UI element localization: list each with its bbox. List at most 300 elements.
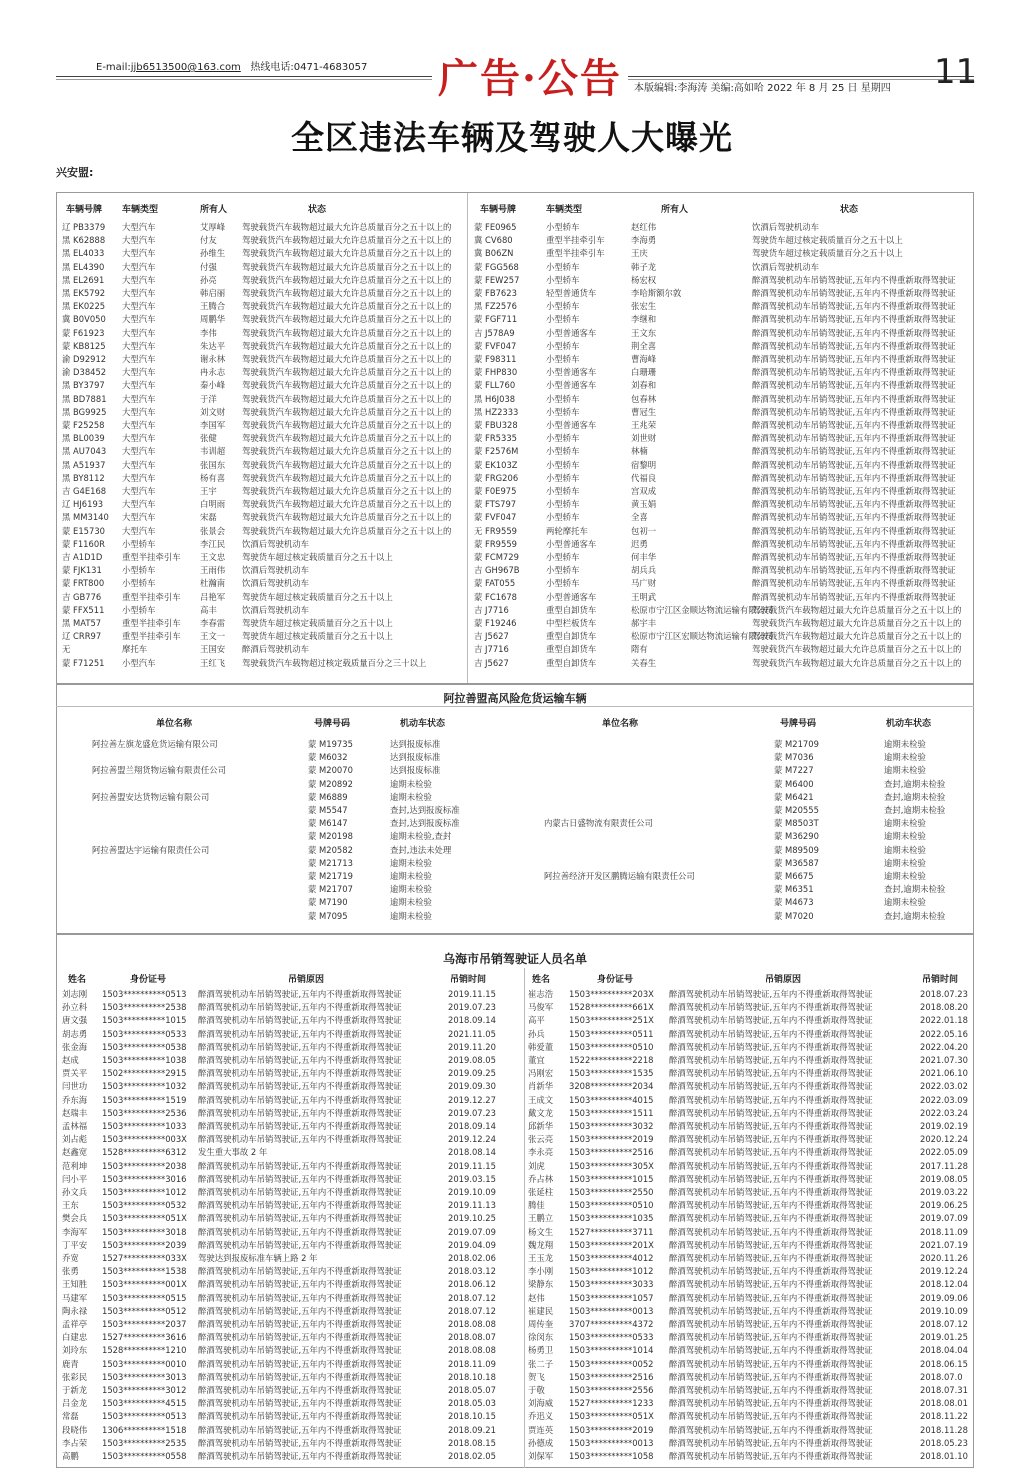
xam-right-cell: 醉酒驾驶机动车吊销驾驶证,五年内不得重新取得驾驶证 bbox=[752, 512, 956, 523]
xam-right-cell: 小型普通客车 bbox=[546, 420, 597, 430]
als-right-cell: 蒙 M7036 bbox=[774, 752, 814, 763]
xam-left-cell: 驾驶载货汽车载物超过最大允许总质量百分之五十以上的 bbox=[242, 261, 452, 272]
xam-right-cell: 醉酒驾驶机动车吊销驾驶证,五年内不得重新取得驾驶证 bbox=[752, 525, 956, 536]
xam-left-cell: 黑 EK0225 bbox=[62, 301, 106, 312]
wuhai-right-cell: 孙德成 bbox=[528, 1437, 554, 1448]
als-left-cell: 查封,达到报废标准 bbox=[390, 818, 460, 829]
wuhai-right-cell: 2019.02.19 bbox=[920, 1121, 968, 1131]
xam-left-cell: 于洋 bbox=[200, 393, 217, 404]
xam-left-cell: 重型半挂牵引车 bbox=[122, 591, 181, 602]
xam-right-cell: 荆全喜 bbox=[631, 340, 657, 351]
wuhai-left-cell: 闫小平 bbox=[62, 1173, 88, 1184]
xam-right-cell: 醉酒驾驶机动车吊销驾驶证,五年内不得重新取得驾驶证 bbox=[752, 327, 956, 338]
xam-right-cell: 黄玉娟 bbox=[631, 499, 657, 510]
xam-left-cell: 驾驶载货汽车载物超过最大允许总质量百分之五十以上的 bbox=[242, 433, 452, 444]
als-left-cell: 达到报废标准 bbox=[390, 765, 441, 776]
wuhai-left-cell: 醉酒驾驶机动车吊销驾驶证,五年内不得重新取得驾驶证 bbox=[198, 1121, 402, 1131]
xam-left-cell: 大型汽车 bbox=[122, 222, 156, 232]
xam-left-cell: 重型半挂牵引车 bbox=[122, 552, 181, 562]
hotline: 热线电话:0471-4683057 bbox=[250, 62, 368, 73]
wuhai-right-cell: 1503**********1015 bbox=[569, 1173, 654, 1184]
als-right-cell: 蒙 M7227 bbox=[774, 765, 814, 776]
als-title-rule bbox=[56, 706, 974, 707]
xam-right-cell: 重型自卸货车 bbox=[546, 644, 597, 655]
wuhai-right-cell: 醉酒驾驶机动车吊销驾驶证,五年内不得重新取得驾驶证 bbox=[669, 1398, 873, 1409]
wuhai-right-cell: 董宜 bbox=[528, 1055, 545, 1065]
xam-left-cell: 驾驶载货汽车载物超过最大允许总质量百分之五十以上的 bbox=[242, 459, 452, 470]
xam-left-cell: 大型汽车 bbox=[122, 525, 156, 536]
wuhai-title: 乌海市吊销驾驶证人员名单 bbox=[442, 952, 587, 966]
wuhai-right-cell: 1503**********1012 bbox=[569, 1266, 654, 1277]
wuhai-right-cell: 2019.12.24 bbox=[920, 1266, 968, 1277]
wuhai-right-cell: 1503**********0510 bbox=[569, 1200, 654, 1211]
als-right-cell: 蒙 M8503T bbox=[774, 818, 819, 829]
wuhai-left-cell: 1503**********2037 bbox=[102, 1319, 187, 1329]
xam-right-cell: 小型轿车 bbox=[546, 565, 580, 576]
wuhai-right-cell: 醉酒驾驶机动车吊销驾驶证,五年内不得重新取得驾驶证 bbox=[669, 1424, 873, 1435]
xam-left-cell: 小型轿车 bbox=[122, 538, 156, 549]
wuhai-left-cell: 白建忠 bbox=[62, 1332, 88, 1343]
wuhai-right-cell: 1503**********0533 bbox=[569, 1332, 654, 1343]
xam-left-cell: 小型轿车 bbox=[122, 565, 156, 576]
wuhai-right-cell: 醉酒驾驶机动车吊销驾驶证,五年内不得重新取得驾驶证 bbox=[669, 1451, 873, 1461]
als-left-cell: 达到报废标准 bbox=[390, 739, 441, 749]
xam-right-cell: 小型轿车 bbox=[546, 459, 580, 470]
xam-left-cell: 李江民 bbox=[200, 538, 226, 549]
xam-right-cell: 驾驶载货汽车载物超过最大允许总质量百分之五十以上的 bbox=[752, 644, 962, 655]
wuhai-left-cell: 2019.11.20 bbox=[448, 1041, 496, 1052]
wuhai-left-cell: 醉酒驾驶机动车吊销驾驶证,五年内不得重新取得驾驶证 bbox=[198, 1332, 402, 1343]
wuhai-right-cell: 醉酒驾驶机动车吊销驾驶证,五年内不得重新取得驾驶证 bbox=[669, 1305, 873, 1316]
xam-left-cell: 大型汽车 bbox=[122, 314, 156, 325]
wuhai-left-cell: 1503**********001X bbox=[102, 1279, 187, 1290]
als-right-cell: 逾期未检验 bbox=[884, 818, 926, 829]
wuhai-left-cell: 2018.10.15 bbox=[448, 1411, 496, 1422]
xam-left-cell: 王红飞 bbox=[200, 657, 226, 668]
xam-right-cell: 醉酒驾驶机动车吊销驾驶证,五年内不得重新取得驾驶证 bbox=[752, 565, 956, 576]
wuhai-left-cell: 醉酒驾驶机动车吊销驾驶证,五年内不得重新取得驾驶证 bbox=[198, 1239, 402, 1250]
xam-left-cell: 黑 BY3797 bbox=[62, 380, 105, 391]
wuhai-right-cell: 醉酒驾驶机动车吊销驾驶证,五年内不得重新取得驾驶证 bbox=[669, 1226, 873, 1237]
wuhai-left-cell: 常磊 bbox=[62, 1411, 79, 1422]
xam-right-cell: 驾驶货车超过核定载质量百分之五十以上 bbox=[752, 235, 903, 246]
wuhai-left-cell: 醉酒驾驶机动车吊销驾驶证,五年内不得重新取得驾驶证 bbox=[198, 1081, 402, 1092]
xam-right-cell: 蒙 FB7623 bbox=[474, 288, 517, 298]
wuhai-right-cell: 醉酒驾驶机动车吊销驾驶证,五年内不得重新取得驾驶证 bbox=[669, 1266, 873, 1277]
wuhai-right-cell: 1503**********2516 bbox=[569, 1371, 654, 1382]
xam-right-cell: 何丰华 bbox=[631, 552, 657, 562]
xam-left-cell: 驾驶载货汽车载物超过最大允许总质量百分之五十以上的 bbox=[242, 393, 452, 404]
wuhai-right-cell: 乔迅义 bbox=[528, 1411, 554, 1422]
wuhai-right-cell: 马俊军 bbox=[528, 1002, 554, 1013]
xam-right-cell: 赵红伟 bbox=[631, 222, 657, 232]
wuhai-right-cell: 2019.03.22 bbox=[920, 1187, 968, 1197]
wuhai-right-cell: 贺飞 bbox=[528, 1371, 545, 1382]
wuhai-left-cell: 1503**********2535 bbox=[102, 1437, 187, 1448]
wuhai-left-cell: 醉酒驾驶机动车吊销驾驶证,五年内不得重新取得驾驶证 bbox=[198, 1173, 402, 1184]
xam-right-cell: 驾驶载货汽车载物超过最大允许总质量百分之五十以上的 bbox=[752, 657, 962, 668]
xam-left-cell: 驾驶载货汽车载物超过最大允许总质量百分之五十以上的 bbox=[242, 367, 452, 378]
main-title: 全区违法车辆及驾驶人大曝光 bbox=[291, 118, 733, 157]
xam-left-cell: 王国安 bbox=[200, 644, 226, 655]
xam-right-cell: 蒙 FBU328 bbox=[474, 420, 518, 430]
wuhai-right-cell: 2021.06.10 bbox=[920, 1068, 968, 1079]
wuhai-left-cell: 醉酒驾驶机动车吊销驾驶证,五年内不得重新取得驾驶证 bbox=[198, 1226, 402, 1237]
wuhai-left-cell: 醉酒驾驶机动车吊销驾驶证,五年内不得重新取得驾驶证 bbox=[198, 1279, 402, 1290]
xam-left-cell: 大型汽车 bbox=[122, 301, 156, 312]
wuhai-left-cell: 孟林福 bbox=[62, 1121, 88, 1131]
xam-left-cell: 驾驶载货汽车载物超过最大允许总质量百分之五十以上的 bbox=[242, 525, 452, 536]
xam-left-header-0: 车辆号牌 bbox=[66, 205, 103, 215]
xam-right-cell: 蒙 FE0965 bbox=[474, 222, 517, 232]
xam-left-cell: 小型轿车 bbox=[122, 604, 156, 615]
xam-left-cell: 李伟 bbox=[200, 327, 217, 338]
xam-right-cell: 宿黎明 bbox=[631, 459, 657, 470]
xam-right-cell: 重型自卸货车 bbox=[546, 657, 597, 668]
wuhai-left-cell: 2018.08.08 bbox=[448, 1319, 496, 1329]
wuhai-right-cell: 2022.03.02 bbox=[920, 1081, 968, 1092]
wuhai-left-cell: 2019.09.30 bbox=[448, 1081, 496, 1092]
xam-right-cell: 蒙 FAT055 bbox=[474, 578, 516, 589]
wuhai-right-cell: 醉酒驾驶机动车吊销驾驶证,五年内不得重新取得驾驶证 bbox=[669, 1121, 873, 1131]
xam-right-cell: 饮酒后驾驶机动车 bbox=[752, 222, 819, 232]
xam-right-cell: 小型轿车 bbox=[546, 301, 580, 312]
xam-right-cell: 重型自卸货车 bbox=[546, 604, 597, 615]
wuhai-right-cell: 2019.10.09 bbox=[920, 1305, 968, 1316]
wuhai-right-cell: 张延柱 bbox=[528, 1187, 554, 1197]
wuhai-left-cell: 2019.04.09 bbox=[448, 1239, 496, 1250]
wuhai-left-cell: 醉酒驾驶机动车吊销驾驶证,五年内不得重新取得驾驶证 bbox=[198, 1371, 402, 1382]
wuhai-right-cell: 1503**********2019 bbox=[569, 1134, 654, 1145]
wuhai-left-cell: 2019.10.25 bbox=[448, 1213, 496, 1224]
wuhai-left-cell: 2019.11.13 bbox=[448, 1200, 496, 1211]
als-title: 阿拉善盟高风险危货运输车辆 bbox=[443, 692, 587, 705]
wuhai-right-cell: 醉酒驾驶机动车吊销驾驶证,五年内不得重新取得驾驶证 bbox=[669, 1002, 873, 1013]
xam-right-cell: 林楠 bbox=[631, 446, 648, 457]
wuhai-right-cell: 醉酒驾驶机动车吊销驾驶证,五年内不得重新取得驾驶证 bbox=[669, 1187, 873, 1197]
xam-right-cell: 小型轿车 bbox=[546, 499, 580, 510]
xam-right-cell: 醉酒驾驶机动车吊销驾驶证,五年内不得重新取得驾驶证 bbox=[752, 274, 956, 285]
xam-right-cell: 醉酒驾驶机动车吊销驾驶证,五年内不得重新取得驾驶证 bbox=[752, 552, 956, 562]
xam-left-cell: 冉永志 bbox=[200, 367, 226, 378]
xam-left-cell: 吉 A1D1D bbox=[62, 552, 103, 562]
xam-left-header-1: 车辆类型 bbox=[122, 205, 159, 215]
wuhai-right-cell: 醉酒驾驶机动车吊销驾驶证,五年内不得重新取得驾驶证 bbox=[669, 1332, 873, 1343]
wuhai-left-cell: 闫世功 bbox=[62, 1081, 88, 1092]
xam-left-cell: 黑 BG9925 bbox=[62, 406, 107, 417]
wuhai-right-cell: 醉酒驾驶机动车吊销驾驶证,五年内不得重新取得驾驶证 bbox=[669, 1147, 873, 1158]
als-right-cell: 蒙 M20555 bbox=[774, 805, 819, 815]
wuhai-right-cell: 醉酒驾驶机动车吊销驾驶证,五年内不得重新取得驾驶证 bbox=[669, 1028, 873, 1039]
xam-left-cell: 王腾合 bbox=[200, 301, 226, 312]
als-right-cell: 蒙 M89509 bbox=[774, 844, 819, 855]
wuhai-left-cell: 2018.06.12 bbox=[448, 1279, 496, 1290]
als-right-cell: 查封,逾期未检验 bbox=[884, 805, 946, 815]
wuhai-right-cell: 1503**********203X bbox=[569, 989, 654, 999]
wuhai-right-cell: 刘保军 bbox=[528, 1451, 554, 1461]
xam-right-cell: 黑 H6J038 bbox=[474, 393, 516, 404]
wuhai-right-header-0: 姓名 bbox=[532, 975, 551, 985]
xam-divider bbox=[467, 193, 468, 683]
wuhai-right-cell: 醉酒驾驶机动车吊销驾驶证,五年内不得重新取得驾驶证 bbox=[669, 1041, 873, 1052]
xam-left-cell: 蒙 F71251 bbox=[62, 657, 105, 668]
wuhai-right-cell: 醉酒驾驶机动车吊销驾驶证,五年内不得重新取得驾驶证 bbox=[669, 1200, 873, 1211]
wuhai-left-cell: 1503**********0558 bbox=[102, 1451, 187, 1461]
wuhai-right-cell: 赵伟 bbox=[528, 1292, 545, 1303]
als-right-cell: 蒙 M6351 bbox=[774, 884, 814, 895]
wuhai-left-cell: 2018.09.14 bbox=[448, 1121, 496, 1131]
wuhai-left-cell: 醉酒驾驶机动车吊销驾驶证,五年内不得重新取得驾驶证 bbox=[198, 1213, 402, 1224]
wuhai-left-cell: 1503**********4515 bbox=[102, 1398, 187, 1409]
xam-left-cell: 大型汽车 bbox=[122, 459, 156, 470]
xam-right-cell: 小型轿车 bbox=[546, 472, 580, 483]
wuhai-right-cell: 1503**********305X bbox=[569, 1160, 654, 1171]
xam-right-header-3: 状态 bbox=[840, 205, 859, 215]
wuhai-left-cell: 马建军 bbox=[62, 1292, 88, 1303]
xam-right-cell: 醉酒驾驶机动车吊销驾驶证,五年内不得重新取得驾驶证 bbox=[752, 591, 956, 602]
wuhai-left-cell: 张彩民 bbox=[62, 1371, 88, 1382]
xam-right-cell: 小型轿车 bbox=[546, 314, 580, 325]
xam-left-cell: 张健 bbox=[200, 433, 217, 444]
xam-left-cell: 驾驶载货汽车载物超过最大允许总质量百分之五十以上的 bbox=[242, 222, 452, 232]
wuhai-right-cell: 王玉龙 bbox=[528, 1253, 554, 1263]
xam-right-cell: 小型普通客车 bbox=[546, 367, 597, 378]
xam-left-cell: 驾驶货车超过核定载质量百分之五十以上 bbox=[242, 618, 393, 628]
wuhai-left-cell: 陶永禄 bbox=[62, 1305, 88, 1316]
wuhai-right-cell: 2018.11.28 bbox=[920, 1424, 968, 1435]
xam-right-cell: 吉 J5627 bbox=[474, 657, 509, 668]
xam-left-cell: 吉 G4E168 bbox=[62, 486, 107, 496]
wuhai-left-cell: 1503**********1015 bbox=[102, 1015, 187, 1026]
xam-right-cell: 蒙 F19246 bbox=[474, 618, 517, 628]
wuhai-right-cell: 刘虎 bbox=[528, 1160, 545, 1171]
xam-left-cell: 驾驶载货汽车载物超过最大允许总质量百分之五十以上的 bbox=[242, 499, 452, 510]
wuhai-right-cell: 醉酒驾驶机动车吊销驾驶证,五年内不得重新取得驾驶证 bbox=[669, 1015, 873, 1026]
wuhai-left-cell: 孙立科 bbox=[62, 1002, 88, 1013]
als-left-cell: 蒙 M6889 bbox=[308, 791, 348, 802]
wuhai-right-cell: 2021.07.30 bbox=[920, 1055, 968, 1065]
wuhai-right-cell: 李小刚 bbox=[528, 1266, 554, 1277]
wuhai-right-cell: 2022.03.24 bbox=[920, 1107, 968, 1118]
wuhai-right-cell: 2022.01.18 bbox=[920, 1015, 968, 1026]
wuhai-right-cell: 1503**********4015 bbox=[569, 1094, 654, 1105]
wuhai-left-cell: 唐文强 bbox=[62, 1015, 88, 1026]
wuhai-right-cell: 醉酒驾驶机动车吊销驾驶证,五年内不得重新取得驾驶证 bbox=[669, 1371, 873, 1382]
xam-right-cell: 蒙 FRG206 bbox=[474, 472, 519, 483]
wuhai-left-cell: 吕金龙 bbox=[62, 1398, 88, 1409]
wuhai-right-cell: 1503**********251X bbox=[569, 1015, 654, 1026]
xam-left-cell: 李国军 bbox=[200, 420, 226, 430]
xam-left-cell: 饮酒后驾驶机动车 bbox=[242, 565, 309, 576]
xam-left-cell: 大型汽车 bbox=[122, 274, 156, 285]
als-right-cell: 蒙 M36290 bbox=[774, 831, 819, 842]
wuhai-right-cell: 贾连英 bbox=[528, 1424, 554, 1435]
wuhai-left-cell: 1503**********0010 bbox=[102, 1358, 187, 1369]
xam-left-cell: 韩启丽 bbox=[200, 288, 226, 298]
xam-left-cell: 无 bbox=[62, 644, 71, 655]
xam-left-cell: 饮酒后驾驶机动车 bbox=[242, 578, 309, 589]
wuhai-right-header-1: 身份证号 bbox=[597, 975, 634, 985]
xam-left-cell: 驾驶载货汽车载物超过最大允许总质量百分之五十以上的 bbox=[242, 248, 452, 259]
wuhai-left-cell: 醉酒驾驶机动车吊销驾驶证,五年内不得重新取得驾驶证 bbox=[198, 1358, 402, 1369]
wuhai-left-cell: 1503**********2538 bbox=[102, 1002, 187, 1013]
wuhai-right-cell: 2018.04.04 bbox=[920, 1345, 968, 1356]
xam-right-cell: 小型轿车 bbox=[546, 261, 580, 272]
xam-left-header-3: 状态 bbox=[308, 205, 327, 215]
xam-right-cell: 松原市宁江区宏顺达物流运输有限公司 bbox=[631, 631, 774, 642]
xam-right-cell: 宫双成 bbox=[631, 486, 657, 496]
als-right-cell: 逾期未检验 bbox=[884, 897, 926, 908]
als-right-cell: 查封,逾期未检验 bbox=[884, 791, 946, 802]
wuhai-right-cell: 1503**********3033 bbox=[569, 1279, 654, 1290]
xam-left-cell: 小型汽车 bbox=[122, 657, 156, 668]
wuhai-left-cell: 醉酒驾驶机动车吊销驾驶证,五年内不得重新取得驾驶证 bbox=[198, 1107, 402, 1118]
xam-left-cell: 重型半挂牵引车 bbox=[122, 618, 181, 628]
xam-left-cell: 辽 CRR97 bbox=[62, 631, 102, 642]
xam-left-cell: 王文一 bbox=[200, 631, 226, 642]
wuhai-left-cell: 1502**********2915 bbox=[102, 1068, 187, 1079]
xam-left-cell: 韦训超 bbox=[200, 446, 226, 457]
wuhai-left-cell: 1503**********1038 bbox=[102, 1055, 187, 1065]
wuhai-right-cell: 醉酒驾驶机动车吊销驾驶证,五年内不得重新取得驾驶证 bbox=[669, 1134, 873, 1145]
als-right-cell: 蒙 M4673 bbox=[774, 897, 814, 908]
wuhai-right-cell: 醉酒驾驶机动车吊销驾驶证,五年内不得重新取得驾驶证 bbox=[669, 1081, 873, 1092]
email-address[interactable]: jjb6513500@163.com bbox=[130, 62, 241, 73]
als-right-cell: 蒙 M6675 bbox=[774, 871, 814, 881]
wuhai-right-cell: 2019.08.05 bbox=[920, 1173, 968, 1184]
xam-right-cell: 杨宏权 bbox=[631, 274, 657, 285]
editor-line: 本版编辑:李海涛 美编:高如哈 2022 年 8 月 25 日 星期四 bbox=[634, 83, 891, 94]
xam-right-cell: 重型半挂牵引车 bbox=[546, 248, 605, 259]
wuhai-right-cell: 2021.07.19 bbox=[920, 1239, 968, 1250]
wuhai-left-cell: 醉酒驾驶机动车吊销驾驶证,五年内不得重新取得驾驶证 bbox=[198, 1015, 402, 1026]
xam-left-cell: 驾驶货车超过核定载质量百分之五十以上 bbox=[242, 631, 393, 642]
wuhai-left-cell: 王东 bbox=[62, 1200, 79, 1211]
xam-left-cell: 秦小峰 bbox=[200, 380, 226, 391]
wuhai-right-cell: 肖新华 bbox=[528, 1081, 554, 1092]
wuhai-left-cell: 2018.09.21 bbox=[448, 1424, 496, 1435]
xam-right-header-1: 车辆类型 bbox=[546, 205, 583, 215]
contact-line bbox=[96, 58, 367, 73]
region-label: 兴安盟: bbox=[56, 166, 94, 179]
wuhai-left-cell: 发生重大事故 2 年 bbox=[198, 1147, 268, 1158]
als-right-cell: 蒙 M21709 bbox=[774, 739, 819, 749]
xam-left-cell: 驾驶载货汽车载物超过最大允许总质量百分之五十以上的 bbox=[242, 274, 452, 285]
wuhai-right-cell: 1503**********201X bbox=[569, 1239, 654, 1250]
xam-right-cell: 黑 FZ2576 bbox=[474, 301, 517, 312]
wuhai-left-cell: 范利坤 bbox=[62, 1160, 88, 1171]
xam-right-cell: 无 FR9559 bbox=[474, 525, 517, 536]
xam-left-cell: 孙亮 bbox=[200, 274, 217, 285]
wuhai-left-cell: 2019.08.05 bbox=[448, 1055, 496, 1065]
xam-right-cell: 张宏生 bbox=[631, 301, 657, 312]
wuhai-left-cell: 1503**********2039 bbox=[102, 1239, 187, 1250]
wuhai-left-cell: 赵成 bbox=[62, 1055, 79, 1065]
wuhai-left-cell: 醉酒驾驶机动车吊销驾驶证,五年内不得重新取得驾驶证 bbox=[198, 1319, 402, 1329]
wuhai-right-cell: 2018.07.12 bbox=[920, 1319, 968, 1329]
xam-right-cell: 蒙 F0E975 bbox=[474, 486, 517, 496]
wuhai-right-cell: 2022.04.20 bbox=[920, 1041, 968, 1052]
wuhai-right-cell: 刘海威 bbox=[528, 1398, 554, 1409]
wuhai-right-cell: 醉酒驾驶机动车吊销驾驶证,五年内不得重新取得驾驶证 bbox=[669, 1385, 873, 1395]
als-right-cell: 逾期未检验 bbox=[884, 739, 926, 749]
xam-left-cell: 驾驶载货汽车载物超过最大允许总质量百分之五十以上的 bbox=[242, 420, 452, 430]
wuhai-right-cell: 3208**********2034 bbox=[569, 1081, 654, 1092]
wuhai-left-cell: 刘占彪 bbox=[62, 1134, 88, 1145]
xam-left-cell: 杜瀚南 bbox=[200, 578, 226, 589]
wuhai-left-cell: 醉酒驾驶机动车吊销驾驶证,五年内不得重新取得驾驶证 bbox=[198, 1451, 402, 1461]
xam-right-cell: 李哈斯额尔敦 bbox=[631, 288, 682, 298]
wuhai-right-cell: 2018.11.09 bbox=[920, 1226, 968, 1237]
xam-right-cell: 蒙 FR9559 bbox=[474, 538, 517, 549]
wuhai-right-cell: 崔建民 bbox=[528, 1305, 554, 1316]
wuhai-right-cell: 2022.03.09 bbox=[920, 1094, 968, 1105]
wuhai-left-cell: 2018.02.05 bbox=[448, 1451, 496, 1461]
als-right-cell: 逾期未检验 bbox=[884, 752, 926, 763]
xam-right-cell: 王明武 bbox=[631, 591, 657, 602]
wuhai-left-cell: 刘玲东 bbox=[62, 1345, 88, 1356]
xam-left-cell: 驾驶载货汽车载物超过最大允许总质量百分之五十以上的 bbox=[242, 327, 452, 338]
wuhai-right-cell: 杨文生 bbox=[528, 1226, 554, 1237]
xam-left-cell: 蒙 F61923 bbox=[62, 327, 105, 338]
xam-left-cell: 高丰 bbox=[200, 604, 217, 615]
xam-right-cell: 醉酒驾驶机动车吊销驾驶证,五年内不得重新取得驾驶证 bbox=[752, 288, 956, 298]
xam-right-cell: 刘春和 bbox=[631, 380, 657, 391]
xam-left-cell: 李春雷 bbox=[200, 618, 226, 628]
wuhai-left-cell: 醉酒驾驶机动车吊销驾驶证,五年内不得重新取得驾驶证 bbox=[198, 1028, 402, 1039]
xam-right-cell: 吉 J578A9 bbox=[474, 327, 515, 338]
xam-right-cell: 蒙 FCM729 bbox=[474, 552, 519, 562]
wuhai-left-cell: 醉酒驾驶机动车吊销驾驶证,五年内不得重新取得驾驶证 bbox=[198, 989, 402, 999]
wuhai-left-cell: 樊会兵 bbox=[62, 1213, 88, 1224]
xam-right-cell: 刘世财 bbox=[631, 433, 657, 444]
wuhai-left-cell: 醉酒驾驶机动车吊销驾驶证,五年内不得重新取得驾驶证 bbox=[198, 1305, 402, 1316]
wuhai-left-cell: 张勇 bbox=[62, 1266, 79, 1277]
wuhai-left-header-0: 姓名 bbox=[68, 975, 87, 985]
xam-right-cell: 蒙 EK103Z bbox=[474, 459, 518, 470]
xam-right-cell: 小型轿车 bbox=[546, 393, 580, 404]
xam-left-cell: 冀 B0V050 bbox=[62, 314, 106, 325]
wuhai-left-cell: 2018.11.09 bbox=[448, 1358, 496, 1369]
xam-right-cell: 包初一 bbox=[631, 525, 657, 536]
xam-right-cell: 饮酒后驾驶机动车 bbox=[752, 261, 819, 272]
xam-left-cell: 驾驶载货汽车载物超过最大允许总质量百分之五十以上的 bbox=[242, 354, 452, 364]
xam-right-cell: 吉 J7716 bbox=[474, 604, 509, 615]
xam-left-cell: 大型汽车 bbox=[122, 472, 156, 483]
wuhai-right-cell: 2018.01.10 bbox=[920, 1451, 968, 1461]
als-right-cell: 逾期未检验 bbox=[884, 871, 926, 881]
xam-right-cell: 醉酒驾驶机动车吊销驾驶证,五年内不得重新取得驾驶证 bbox=[752, 314, 956, 325]
xam-right-cell: 小型普通客车 bbox=[546, 380, 597, 391]
xam-right-cell: 曹海峰 bbox=[631, 354, 657, 364]
xam-right-cell: 驾驶货车超过核定载质量百分之五十以上 bbox=[752, 248, 903, 259]
wuhai-left-cell: 醉酒驾驶机动车吊销驾驶证,五年内不得重新取得驾驶证 bbox=[198, 1041, 402, 1052]
wuhai-right-cell: 2019.01.25 bbox=[920, 1332, 968, 1343]
wuhai-left-cell: 1503**********003X bbox=[102, 1134, 187, 1145]
xam-right-cell: 小型轿车 bbox=[546, 446, 580, 457]
xam-right-cell: 吉 GH967B bbox=[474, 565, 520, 576]
wuhai-left-cell: 醉酒驾驶机动车吊销驾驶证,五年内不得重新取得驾驶证 bbox=[198, 1055, 402, 1065]
wuhai-left-cell: 赵鑫宽 bbox=[62, 1147, 88, 1158]
wuhai-right-cell: 2019.06.25 bbox=[920, 1200, 968, 1211]
wuhai-right-cell: 2018.06.15 bbox=[920, 1358, 968, 1369]
xam-right-cell: 胡兵兵 bbox=[631, 565, 657, 576]
xam-right-cell: 蒙 FVF047 bbox=[474, 512, 517, 523]
xam-right-cell: 韩子龙 bbox=[631, 261, 657, 272]
als-left-cell: 蒙 M21713 bbox=[308, 857, 353, 868]
xam-right-cell: 醉酒驾驶机动车吊销驾驶证,五年内不得重新取得驾驶证 bbox=[752, 393, 956, 404]
xam-left-cell: 黑 EK5792 bbox=[62, 288, 106, 298]
